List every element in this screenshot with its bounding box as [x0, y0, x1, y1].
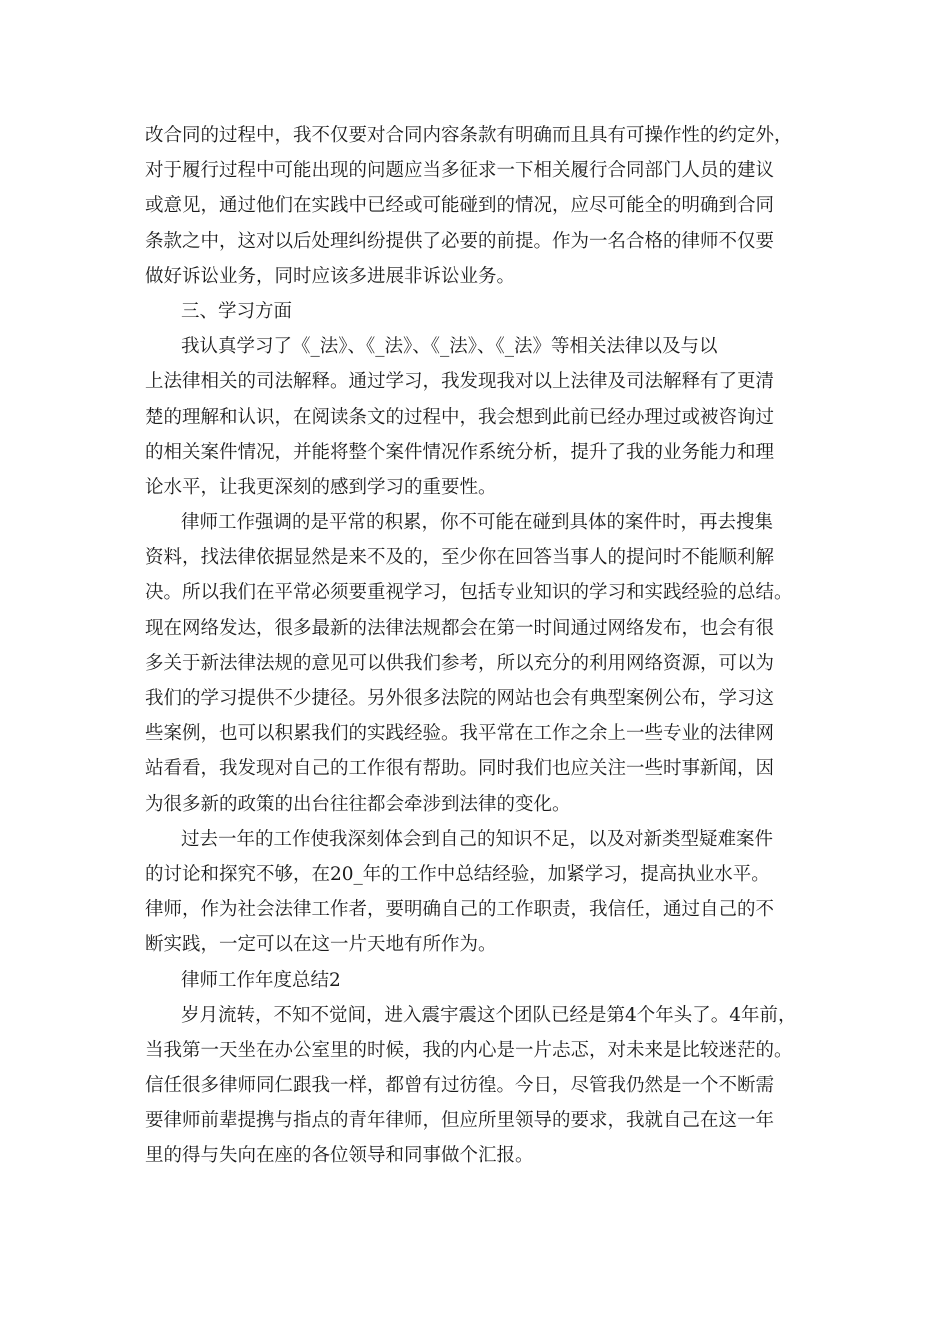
text-line: 决。所以我们在平常必须要重视学习，包括专业知识的学习和实践经验的总结。: [145, 582, 793, 604]
text-line: 岁月流转，不知不觉间，进入震宇震这个团队已经是第4个年头了。4年前，: [181, 1004, 797, 1026]
text-line: 论水平，让我更深刻的感到学习的重要性。: [145, 476, 497, 498]
text-line: 为很多新的政策的出台往往都会牵涉到法律的变化。: [145, 793, 571, 815]
text-line: 做好诉讼业务，同时应该多进展非诉讼业务。: [145, 265, 516, 287]
text-line: 过去一年的工作使我深刻体会到自己的知识不足，以及对新类型疑难案件: [181, 828, 774, 850]
text-line: 资料，找法律依据显然是来不及的，至少你在回答当事人的提问时不能顺利解: [145, 547, 775, 569]
text-line: 信任很多律师同仁跟我一样，都曾有过彷徨。今日，尽管我仍然是一个不断需: [145, 1075, 775, 1097]
text-line: 我们的学习提供不少捷径。另外很多法院的网站也会有典型案例公布，学习这: [145, 688, 775, 709]
text-line: 当我第一天坐在办公室里的时候，我的内心是一片忐忑，对未来是比较迷茫的。: [145, 1039, 793, 1061]
text-line: 要律师前辈提携与指点的青年律师，但应所里领导的要求，我就自己在这一年: [145, 1110, 775, 1132]
text-line: 断实践，一定可以在这一片天地有所作为。: [145, 934, 497, 956]
text-line: 多关于新法律法规的意见可以供我们参考，所以充分的利用网络资源，可以为: [145, 652, 775, 674]
text-line: 改合同的过程中，我不仅要对合同内容条款有明确而且具有可操作性的约定外，: [145, 125, 793, 146]
text-line: 条款之中，这对以后处理纠纷提供了必要的前提。作为一名合格的律师不仅要: [145, 230, 775, 252]
text-line: 或意见，通过他们在实践中已经或可能碰到的情况，应尽可能全的明确到合同: [145, 195, 775, 217]
text-line: 现在网络发达，很多最新的法律法规都会在第一时间通过网络发布，也会有很: [145, 617, 775, 639]
text-line: 里的得与失向在座的各位领导和同事做个汇报。: [145, 1145, 534, 1167]
text-line: 我认真学习了《_法》、《_法》、《_法》、《_法》等相关法律以及与以: [181, 336, 718, 358]
text-line: 对于履行过程中可能出现的问题应当多征求一下相关履行合同部门人员的建议: [145, 160, 775, 182]
text-line: 些案例，也可以积累我们的实践经验。我平常在工作之余上一些专业的法律网: [145, 723, 775, 745]
text-line: 上法律相关的司法解释。通过学习，我发现我对以上法律及司法解释有了更清: [145, 371, 775, 393]
text-line: 律师，作为社会法律工作者，要明确自己的工作职责，我信任，通过自己的不: [145, 899, 775, 921]
text-line: 楚的理解和认识，在阅读条文的过程中，我会想到此前已经办理过或被咨询过: [145, 406, 775, 428]
text-line: 的相关案件情况，并能将整个案件情况作系统分析，提升了我的业务能力和理: [145, 441, 775, 463]
text-line: 律师工作强调的是平常的积累，你不可能在碰到具体的案件时，再去搜集: [181, 512, 774, 534]
text-line: 站看看，我发现对自己的工作很有帮助。同时我们也应关注一些时事新闻，因: [145, 758, 775, 780]
section-heading: 律师工作年度总结2: [181, 969, 341, 991]
section-heading: 三、学习方面: [181, 300, 293, 322]
body-text: [145, 118, 845, 1174]
text-line: 的讨论和探究不够，在20_年的工作中总结经验，加紧学习，提高执业水平。: [145, 863, 770, 885]
